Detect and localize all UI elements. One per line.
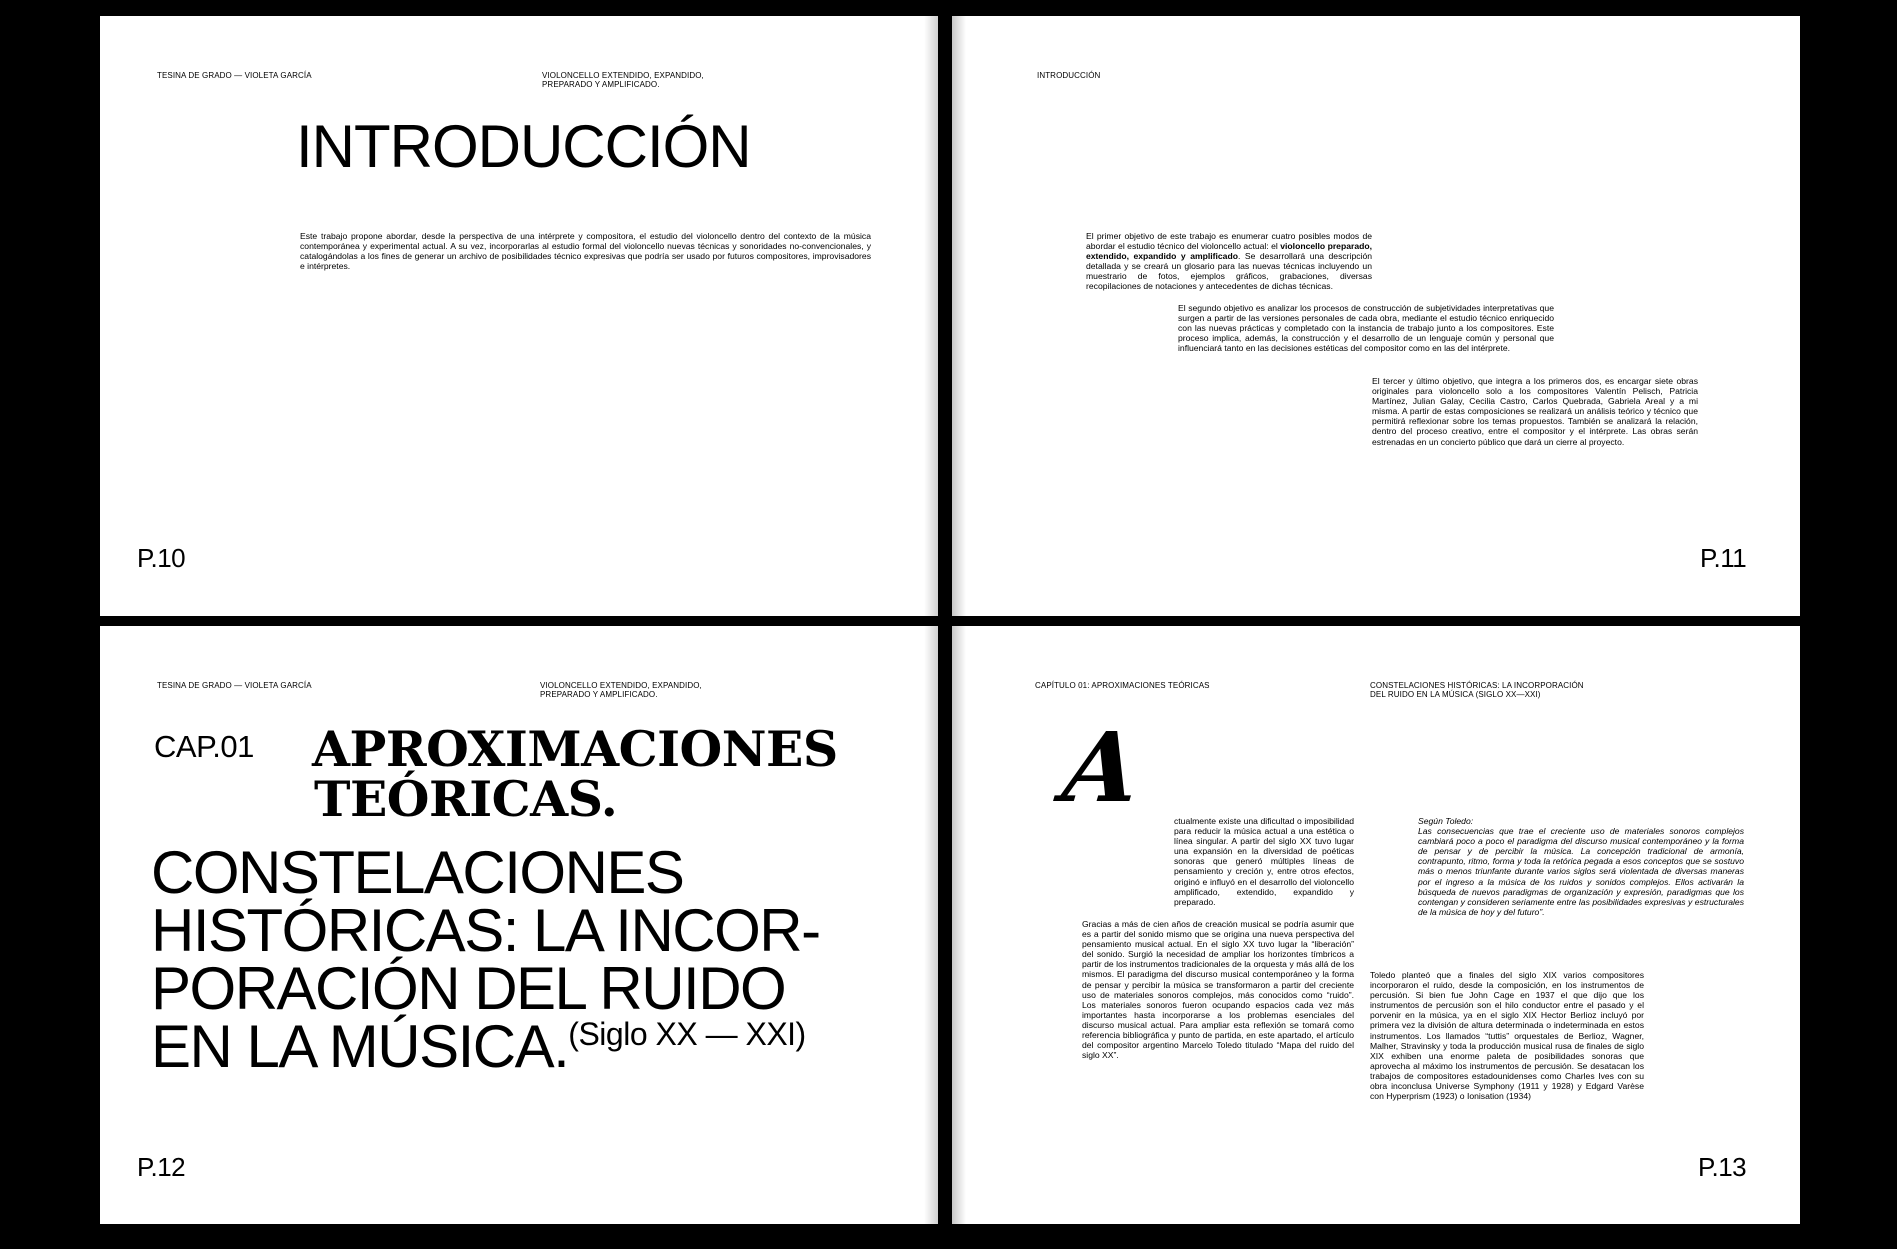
page-number: P.10 (137, 543, 186, 573)
gutter-shadow (924, 16, 938, 616)
page-number: P.12 (137, 1152, 186, 1182)
header-right-line1: VIOLONCELLO EXTENDIDO, EXPANDIDO, (542, 71, 704, 80)
column1-paragraph1: ctualmente existe una dificultad o imposibilidad para reducir la música actual a una estética o línea singular. A partir del siglo XX tuvo lugar una expansión en la diversidad de poéticas sonoras que generó múltiples líneas de pensamiento y creción y, entre otros efectos, originó e influyó en el desarrollo del violoncello amplificado, extendido, expandido y preparado. (1174, 816, 1354, 907)
column1-paragraph2: Gracias a más de cien años de creación musical se podría asumir que es a partir del sonido mismo que se origina una nueva perspectiva del pensamiento musical actual. En el siglo XX tuvo lugar la “liberación” del sonido. Surgió la necesidad de ampliar los horizontes tímbricos a partir de los instrumentos tradicionales de la orquesta y más allá de los mismos. El paradigma del discurso musical contemporáneo y la forma de pensar y percibir la música se transformaron a partir del creciente uso de materiales sonoros complejos, más conocidos como “ruido”. Los materiales sonoros fueron ocupando espacios cada vez más importantes hasta incorporarse a los problemas esenciales del discurso musical actual. Para ampliar esta reflexión se tomará como referencia bibliográfica y punto de partida, en este apartado, el artículo del compositor argentino Marcelo Toledo titulado “Mapa del ruido del siglo XX”. (1082, 919, 1354, 1061)
header-right (1370, 681, 1584, 699)
page-10 (100, 16, 938, 616)
objective-1-paragraph (1086, 231, 1372, 292)
header-left: CAPÍTULO 01: APROXIMACIONES TEÓRICAS (1035, 681, 1210, 690)
intro-paragraph: Este trabajo propone abordar, desde la perspectiva de una intérprete y compositora, el estudio del violoncello dentro del contexto de la música contemporánea y experimental actual. A su vez, incorporarlas al estudio formal del violoncello nuevas técnicas y sonoridades no-convencionales, y catalogándolas a los fines de generar un archivo de posibilidades técnico expresivas que podría ser usado por futuros compositores, improvisadores e intérpretes. (300, 231, 871, 272)
page-12 (100, 626, 938, 1224)
objective-1-text-end: . Se desarrollará una descripción detallada y se creará un glosario para las nuevas técnicas incluyendo un muestrario de fotos, ejemplos gráficos, grabaciones, diversas recopilaciones de notaciones y antecedentes de dichas técnicas. (1086, 251, 1372, 292)
header-right-line2: PREPARADO Y AMPLIFICADO. (540, 690, 658, 699)
chapter-title-line2: TEÓRICAS. (314, 770, 618, 828)
gutter-shadow (952, 626, 966, 1224)
page-number: P.13 (1698, 1152, 1747, 1182)
header-right-line2: PREPARADO Y AMPLIFICADO. (542, 80, 660, 89)
header-right (542, 71, 704, 89)
section-title-line2: HISTÓRICAS: LA INCOR- (151, 897, 820, 964)
page-title: INTRODUCCIÓN (296, 113, 751, 180)
column1-paragraph1-top (1174, 816, 1354, 907)
section-title-line1: CONSTELACIONES (151, 839, 684, 906)
quote-intro: Según Toledo: (1418, 816, 1474, 826)
chapter-label: CAP.01 (154, 729, 254, 764)
header-left: TESINA DE GRADO — VIOLETA GARCÍA (157, 681, 312, 690)
page-number: P.11 (1700, 543, 1747, 573)
section-title (151, 839, 931, 1085)
header-right-line1: VIOLONCELLO EXTENDIDO, EXPANDIDO, (540, 681, 702, 690)
chapter-title (312, 720, 838, 828)
drop-cap: A (1058, 711, 1145, 824)
objective-3-paragraph: El tercer y último objetivo, que integra a los primeros dos, es encargar siete obras originales para violoncello solo a los compositores Valentín Pelisch, Patricia Martínez, Julian Galay, Cecilia Castro, Carlos Quebrada, Gabriela Areal y a mi misma. A partir de estas composiciones se realizará un análisis teórico y técnico que permitirá reflexionar sobre los temas propuestos. También se analizará la relación, dentro del proceso creativo, entre el compositor y el intérprete. Las obras serán estrenadas en un concierto público que dará un cierre al proyecto. (1372, 376, 1698, 447)
section-title-line3: PORACIÓN DEL RUIDO (151, 955, 786, 1022)
gutter-shadow (952, 16, 966, 616)
objective-2-paragraph: El segundo objetivo es analizar los procesos de construcción de subjetividades interpretativas que surgen a partir de las versiones personales de cada obra, mediante el estudio técnico enriquecido con las nuevas prácticas y completado con la instancia de trabajo junto a los compositores. Este proceso implica, además, la construcción y el desarrollo de un lenguaje común y personal que influenciará tanto en las decisiones estéticas del compositor como en las del intérprete. (1178, 303, 1554, 354)
header-right-line2: DEL RUIDO EN LA MÚSICA (SIGLO XX—XXI) (1370, 690, 1541, 699)
chapter-title-line1: APROXIMACIONES (312, 720, 838, 778)
objective-1-text: El primer objetivo de este trabajo es enumerar cuatro posibles modos de abordar el estudio técnico del violoncello actual: el (1086, 231, 1372, 252)
header-left: INTRODUCCIÓN (1037, 71, 1101, 80)
header-left: TESINA DE GRADO — VIOLETA GARCÍA (157, 71, 312, 80)
page-11 (952, 16, 1800, 616)
column2-paragraph: Toledo planteó que a finales del siglo XIX varios compositores incorporaron el ruido, desde la composición, en los instrumentos de percusión. Si bien fue John Cage en 1937 el que dijo que los instrumentos de percusión son el hilo conductor entre el pasado y el porvenir en la música, ya en el siglo XIX Hector Berlioz incluyó por primera vez la división de altura determinada o indeterminada en estos instrumentos. Los llamados “tuttis” orquestales de Berlioz, Wagner, Malher, Stravinsky y toda la producción musical rusa de finales de siglo XIX exhiben una enorme paleta de posibilidades sonoras que aprovecha al máximo los instrumentos de percusión. Se desatacan los trabajos de compositores estadounidenses como Charles Ives con su obra inconclusa Universe Symphony (1911 y 1928) y Edgard Varèse con Hyperprism (1923) o Ionisation (1934) (1370, 970, 1644, 1102)
page-13 (952, 626, 1800, 1224)
section-title-line4: EN LA MÚSICA. (151, 1013, 569, 1080)
century-range: (Siglo XX — XXI) (568, 1016, 806, 1052)
toledo-quote-block (1418, 816, 1744, 917)
header-right (540, 681, 702, 699)
quote-text: Las consecuencias que trae el creciente uso de materiales sonoros complejos cambiará poco a poco el paradigma del discurso musical contemporáneo y la forma de pensar y de percibir la música. La concepción tradicional de armonía, contrapunto, ritmo, forma y toda la retórica pegada a esos conceptos que se sostuvo más o menos triunfante durante varios siglos será violentada de diversas maneras por el ingreso a la música de los ruidos y sonidos complejos. Ellos activarán la búsqueda de nuevos paradigmas de organización y expresión, paradigmas que los contengan y consideren seriamente entre las posibilidades expresivas y estructurales de la música de hoy y del futuro”. (1418, 826, 1744, 917)
objective-1-bold: violoncello preparado, extendido, expandido y amplificado (1086, 241, 1372, 262)
header-right-line1: CONSTELACIONES HISTÓRICAS: LA INCORPORACIÓN (1370, 681, 1584, 690)
